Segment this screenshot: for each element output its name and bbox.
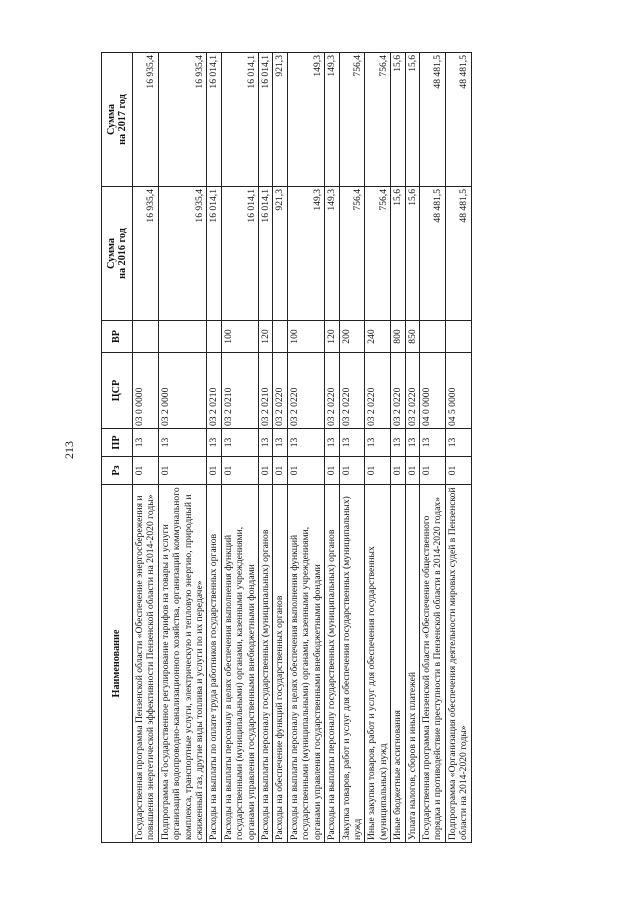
row-csr: 03 2 0210 <box>207 353 221 429</box>
row-rz: 01 <box>207 457 221 485</box>
table-row <box>158 53 207 843</box>
row-vr <box>133 321 159 353</box>
row-rz: 01 <box>221 457 258 485</box>
table-row <box>405 53 419 843</box>
row-csr: 03 2 0000 <box>158 353 207 429</box>
row-sum-2016: 16 014,1 <box>207 187 221 321</box>
row-sum-2016: 48 481,5 <box>445 187 471 321</box>
row-pr: 13 <box>365 429 391 457</box>
row-pr: 13 <box>133 429 159 457</box>
row-csr: 04 5 0000 <box>445 353 471 429</box>
row-sum-2016: 16 935,4 <box>133 187 159 321</box>
row-rz: 01 <box>405 457 419 485</box>
row-rz: 01 <box>325 457 339 485</box>
row-name: Иные закупки товаров, работ и услуг для обеспечения государственных (муниципальных) нужд <box>365 485 391 843</box>
row-name: Государственная программа Пензенской области «Обеспечение общественного порядка и противодействие преступности в Пензенской области в 2014-2020 годах» <box>419 485 445 843</box>
row-sum-2017: 16 935,4 <box>158 53 207 187</box>
row-csr: 03 2 0210 <box>221 353 258 429</box>
row-name: Расходы на обеспечение функций государственных органов <box>273 485 287 843</box>
row-vr: 120 <box>325 321 339 353</box>
table-row <box>221 53 258 843</box>
header-sum-2016: Сумма на 2016 год <box>102 187 133 321</box>
table-row <box>365 53 391 843</box>
row-rz: 01 <box>273 457 287 485</box>
row-pr: 13 <box>391 429 405 457</box>
row-name: Подпрограмма «Организация обеспечения деятельности мировых судей в Пензенской области на 2014-2020 годы» <box>445 485 471 843</box>
row-csr: 03 2 0220 <box>365 353 391 429</box>
row-vr: 200 <box>339 321 365 353</box>
row-sum-2016: 921,3 <box>273 187 287 321</box>
row-csr: 03 2 0220 <box>273 353 287 429</box>
row-vr <box>419 321 445 353</box>
table-row <box>207 53 221 843</box>
row-pr: 13 <box>207 429 221 457</box>
row-vr: 800 <box>391 321 405 353</box>
header-csr: ЦСР <box>102 353 133 429</box>
row-pr: 13 <box>445 429 471 457</box>
table-row <box>419 53 445 843</box>
row-vr <box>158 321 207 353</box>
row-sum-2017: 921,3 <box>273 53 287 187</box>
row-rz: 01 <box>391 457 405 485</box>
table-header-row <box>102 53 133 843</box>
row-sum-2016: 149,3 <box>325 187 339 321</box>
row-sum-2017: 149,3 <box>325 53 339 187</box>
row-sum-2017: 16 935,4 <box>133 53 159 187</box>
row-name: Расходы на выплаты персоналу государственных (муниципальных) органов <box>259 485 273 843</box>
row-name: Уплата налогов, сборов и иных платежей <box>405 485 419 843</box>
row-pr: 13 <box>339 429 365 457</box>
row-pr: 13 <box>273 429 287 457</box>
row-rz: 01 <box>133 457 159 485</box>
header-pr: ПР <box>102 429 133 457</box>
row-csr: 03 2 0220 <box>405 353 419 429</box>
row-rz: 01 <box>158 457 207 485</box>
row-sum-2016: 48 481,5 <box>419 187 445 321</box>
row-pr: 13 <box>419 429 445 457</box>
row-sum-2017: 15,6 <box>405 53 419 187</box>
row-name: Расходы на выплаты по оплате труда работников государственных органов <box>207 485 221 843</box>
row-csr: 03 2 0220 <box>325 353 339 429</box>
row-pr: 13 <box>221 429 258 457</box>
row-sum-2017: 149,3 <box>287 53 324 187</box>
row-csr: 04 0 0000 <box>419 353 445 429</box>
table-row <box>445 53 471 843</box>
row-rz: 01 <box>365 457 391 485</box>
row-sum-2016: 756,4 <box>339 187 365 321</box>
budget-table <box>101 52 472 843</box>
row-sum-2017: 16 014,1 <box>259 53 273 187</box>
row-vr: 100 <box>287 321 324 353</box>
row-name: Закупка товаров, работ и услуг для обеспечения государственных (муниципальных) нужд <box>339 485 365 843</box>
row-sum-2017: 756,4 <box>339 53 365 187</box>
row-pr: 13 <box>287 429 324 457</box>
table-row <box>259 53 273 843</box>
table-row <box>273 53 287 843</box>
row-sum-2017: 48 481,5 <box>419 53 445 187</box>
row-vr: 120 <box>259 321 273 353</box>
row-vr <box>207 321 221 353</box>
row-csr: 03 2 0210 <box>259 353 273 429</box>
row-name: Расходы на выплаты персоналу государственных (муниципальных) органов <box>325 485 339 843</box>
row-sum-2016: 15,6 <box>391 187 405 321</box>
row-rz: 01 <box>259 457 273 485</box>
row-pr: 13 <box>325 429 339 457</box>
row-name: Государственная программа Пензенской области «Обеспечение энергосбережения и повышения энергетической эффективности Пензенской области на 2014-2020 годы» <box>133 485 159 843</box>
row-sum-2017: 16 014,1 <box>221 53 258 187</box>
row-vr: 850 <box>405 321 419 353</box>
row-name: Подпрограмма «Государственное регулирование тарифов на товары и услуги организаций водопроводно-канализационного хозяйства, организаций коммунального комплекса, транспортные услуги, электрическую и тепловую энергию, природный и сжиженный газ, другие виды топлива и услуги по их передаче» <box>158 485 207 843</box>
row-rz: 01 <box>287 457 324 485</box>
header-sum-2017: Сумма на 2017 год <box>102 53 133 187</box>
page-number: 213 <box>62 441 76 459</box>
row-pr: 13 <box>259 429 273 457</box>
row-sum-2016: 15,6 <box>405 187 419 321</box>
row-pr: 13 <box>405 429 419 457</box>
row-rz: 01 <box>445 457 471 485</box>
row-vr: 240 <box>365 321 391 353</box>
row-csr: 03 2 0220 <box>287 353 324 429</box>
table-row <box>325 53 339 843</box>
row-sum-2017: 16 014,1 <box>207 53 221 187</box>
table-row <box>287 53 324 843</box>
row-csr: 03 0 0000 <box>133 353 159 429</box>
row-sum-2016: 756,4 <box>365 187 391 321</box>
row-name: Расходы на выплаты персоналу в целях обеспечения выполнения функций государственными (муниципальными) органами, казенными учреждениями, органами управления государственными внебюджетными фондами <box>221 485 258 843</box>
row-sum-2017: 15,6 <box>391 53 405 187</box>
row-sum-2017: 48 481,5 <box>445 53 471 187</box>
row-rz: 01 <box>339 457 365 485</box>
row-pr: 13 <box>158 429 207 457</box>
row-vr <box>445 321 471 353</box>
row-sum-2016: 149,3 <box>287 187 324 321</box>
header-vr: ВР <box>102 321 133 353</box>
header-name: Наименование <box>102 485 133 843</box>
row-csr: 03 2 0220 <box>391 353 405 429</box>
row-sum-2016: 16 935,4 <box>158 187 207 321</box>
row-sum-2017: 756,4 <box>365 53 391 187</box>
table-row <box>133 53 159 843</box>
row-vr <box>273 321 287 353</box>
row-sum-2016: 16 014,1 <box>259 187 273 321</box>
row-rz: 01 <box>419 457 445 485</box>
row-name: Иные бюджетные ассигнования <box>391 485 405 843</box>
row-vr: 100 <box>221 321 258 353</box>
row-name: Расходы на выплаты персоналу в целях обеспечения выполнения функций государственными (муниципальными) органами, казенными учреждениями, органами управления государственными внебюджетными фондами <box>287 485 324 843</box>
table-row <box>339 53 365 843</box>
row-sum-2016: 16 014,1 <box>221 187 258 321</box>
header-rz: Рз <box>102 457 133 485</box>
row-csr: 03 2 0220 <box>339 353 365 429</box>
table-row <box>391 53 405 843</box>
